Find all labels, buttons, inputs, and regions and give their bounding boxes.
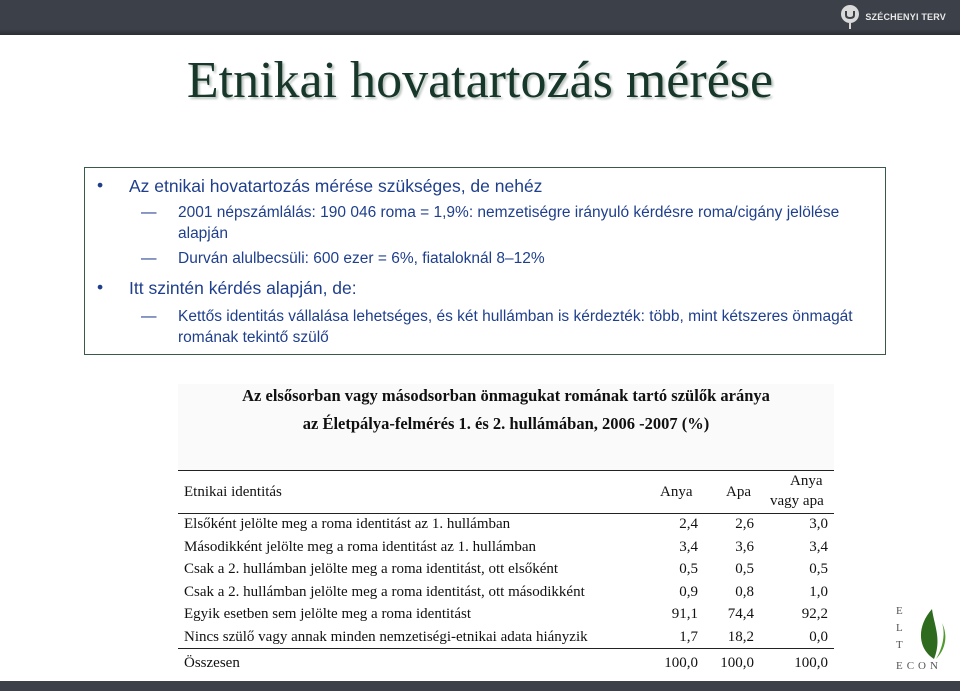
cell-anya-vagy-apa: 92,2 (801, 606, 828, 622)
cell-apa: 74,4 (727, 606, 754, 622)
bullet-text: Itt szintén kérdés alapján, de: (129, 278, 357, 298)
cell-anya-vagy-apa: 1,0 (809, 583, 828, 600)
logo-econ: ECON (896, 660, 942, 672)
cell-anya: 2,4 (679, 516, 698, 532)
cell-apa: 100,0 (720, 655, 754, 671)
szechenyi-terv-logo-icon (839, 4, 861, 30)
table-title-line2: az Életpálya-felmérés 1. és 2. hullámában, 2006 -2007 (%) (302, 414, 710, 433)
cell-anya-vagy-apa: 0,0 (809, 628, 828, 645)
bullet-text: 2001 népszámlálás: 190 046 roma = 1,9%: nemzetiségre irányuló kérdésre roma/cigány jelölése alapján (178, 204, 840, 242)
logo-letter: E (896, 605, 903, 617)
table-title-line1: Az elsősorban vagy másodsorban önmagukat romának tartó szülők aránya (242, 386, 770, 405)
brand-label: SZÉCHENYI TERV (865, 12, 946, 22)
row-label: Összesen (184, 655, 240, 671)
row-label: Egyik esetben sem jelölte meg a roma identitást (184, 606, 471, 622)
row-label: Csak a 2. hullámban jelölte meg a roma identitást, ott elsőként (184, 561, 559, 577)
column-header-anya: Anya (660, 484, 693, 500)
column-header-identity: Etnikai identitás (184, 484, 282, 500)
szechenyi-terv-brand (839, 3, 946, 31)
cell-anya-vagy-apa: 3,4 (809, 538, 828, 555)
cell-anya-vagy-apa: 0,5 (809, 561, 828, 577)
table-title-area (178, 384, 834, 470)
table-row (178, 606, 834, 628)
top-bar (0, 0, 960, 35)
cell-anya: 0,9 (679, 583, 698, 600)
logo-letter: L (896, 622, 903, 634)
row-label: Elsőként jelölte meg a roma identitást az 1. hullámban (184, 516, 511, 532)
cell-anya-vagy-apa: 3,0 (809, 516, 828, 532)
table-row (178, 584, 834, 606)
bottom-bar (0, 681, 960, 691)
cell-anya: 100,0 (664, 655, 698, 671)
column-header-either-line1: Anya (790, 473, 823, 489)
cell-apa: 0,5 (735, 561, 754, 577)
table-row (178, 655, 834, 677)
cell-anya: 1,7 (679, 628, 698, 645)
identity-table (178, 384, 834, 674)
cell-anya: 91,1 (671, 606, 698, 622)
bullet-text: Kettős identitás vállalása lehetséges, és két hullámban is kérdezték: több, mint kétszeres önmagát romának tekintő szülő (178, 308, 853, 346)
cell-anya: 0,5 (679, 561, 698, 577)
table-rule (178, 513, 834, 514)
row-label: Csak a 2. hullámban jelölte meg a roma identitást, ott másodikként (184, 583, 585, 600)
table-row (178, 561, 834, 583)
cell-apa: 2,6 (735, 516, 754, 532)
bullet-text: Durván alulbecsüli: 600 ezer = 6%, fiataloknál 8–12% (178, 250, 545, 267)
column-header-either-line2: vagy apa (770, 493, 824, 509)
cell-apa: 18,2 (727, 628, 754, 645)
cell-anya-vagy-apa: 100,0 (794, 655, 828, 671)
table-rule (178, 470, 834, 471)
cell-anya: 3,4 (679, 538, 698, 555)
column-header-apa: Apa (726, 484, 751, 500)
table-rule (178, 648, 834, 649)
cell-apa: 3,6 (735, 538, 754, 555)
bullet-text: Az etnikai hovatartozás mérése szükséges, de nehéz (129, 176, 543, 196)
leaf-icon (912, 605, 952, 661)
bullet-box: • Az etnikai hovatartozás mérése szükséges, de nehéz — 2001 népszámlálás: 190 046 roma = 1,9%: nemzetiségre irányuló kérdésre roma/cigány jelölése alapján — Durván alulbecsüli: 600 ezer = 6%, fiataloknál 8–12% • Itt szintén kérdés alapján, de: — Kettős identitás vállalása lehetséges, és két hullámban is kérdezték: több, mint kétszeres önmagát romának tekintő szülő (84, 167, 886, 355)
cell-apa: 0,8 (735, 583, 754, 600)
logo-letter: T (896, 639, 903, 651)
slide-title: Etnikai hovatartozás mérése (186, 52, 774, 109)
row-label: Másodikként jelölte meg a roma identitást az 1. hullámban (184, 538, 536, 555)
elte-econ-logo (890, 603, 954, 683)
table-row (178, 539, 834, 561)
table-row (178, 516, 834, 538)
row-label: Nincs szülő vagy annak minden nemzetiségi-etnikai adata hiányzik (184, 628, 588, 645)
